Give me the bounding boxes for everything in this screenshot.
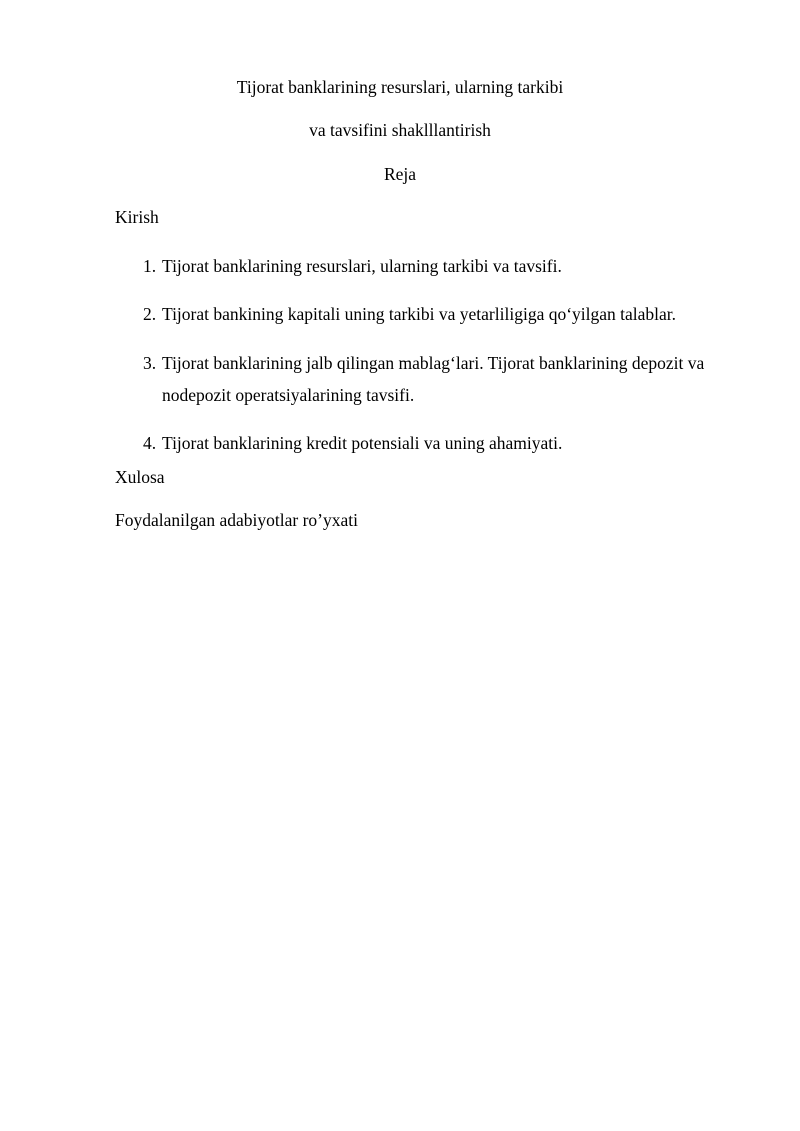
plan-item-number: 4. — [143, 433, 157, 453]
plan-item-text: Tijorat banklarining jalb qilingan mablag‘lari. Tijorat banklarining depozit va nodepozit operatsiyalarining tavsifi. — [162, 353, 705, 405]
plan-list-item-1 — [143, 250, 743, 282]
plan-item-number: 1. — [143, 256, 157, 276]
plan-item-text: Tijorat banklarining kredit potensiali va uning ahamiyati. — [162, 433, 563, 453]
plan-list-item-3 — [143, 347, 733, 411]
conclusion-heading: Xulosa — [115, 467, 165, 487]
document-title-line-1: Tijorat banklarining resurslari, ularning tarkibi — [236, 77, 564, 97]
document-title-line-2: va tavsifini shaklllantirish — [309, 120, 491, 140]
plan-item-number: 3. — [143, 353, 157, 373]
plan-item-number: 2. — [143, 304, 157, 324]
intro-heading: Kirish — [115, 207, 159, 227]
references-heading: Foydalanilgan adabiyotlar ro’yxati — [115, 510, 358, 530]
plan-item-text: Tijorat banklarining resurslari, ularning tarkibi va tavsifi. — [162, 256, 562, 276]
plan-heading: Reja — [383, 164, 417, 184]
plan-list-item-2 — [143, 298, 743, 330]
plan-list-item-4 — [143, 427, 743, 459]
plan-item-text: Tijorat bankining kapitali uning tarkibi va yetarliligiga qo‘yilgan talablar. — [162, 304, 677, 324]
